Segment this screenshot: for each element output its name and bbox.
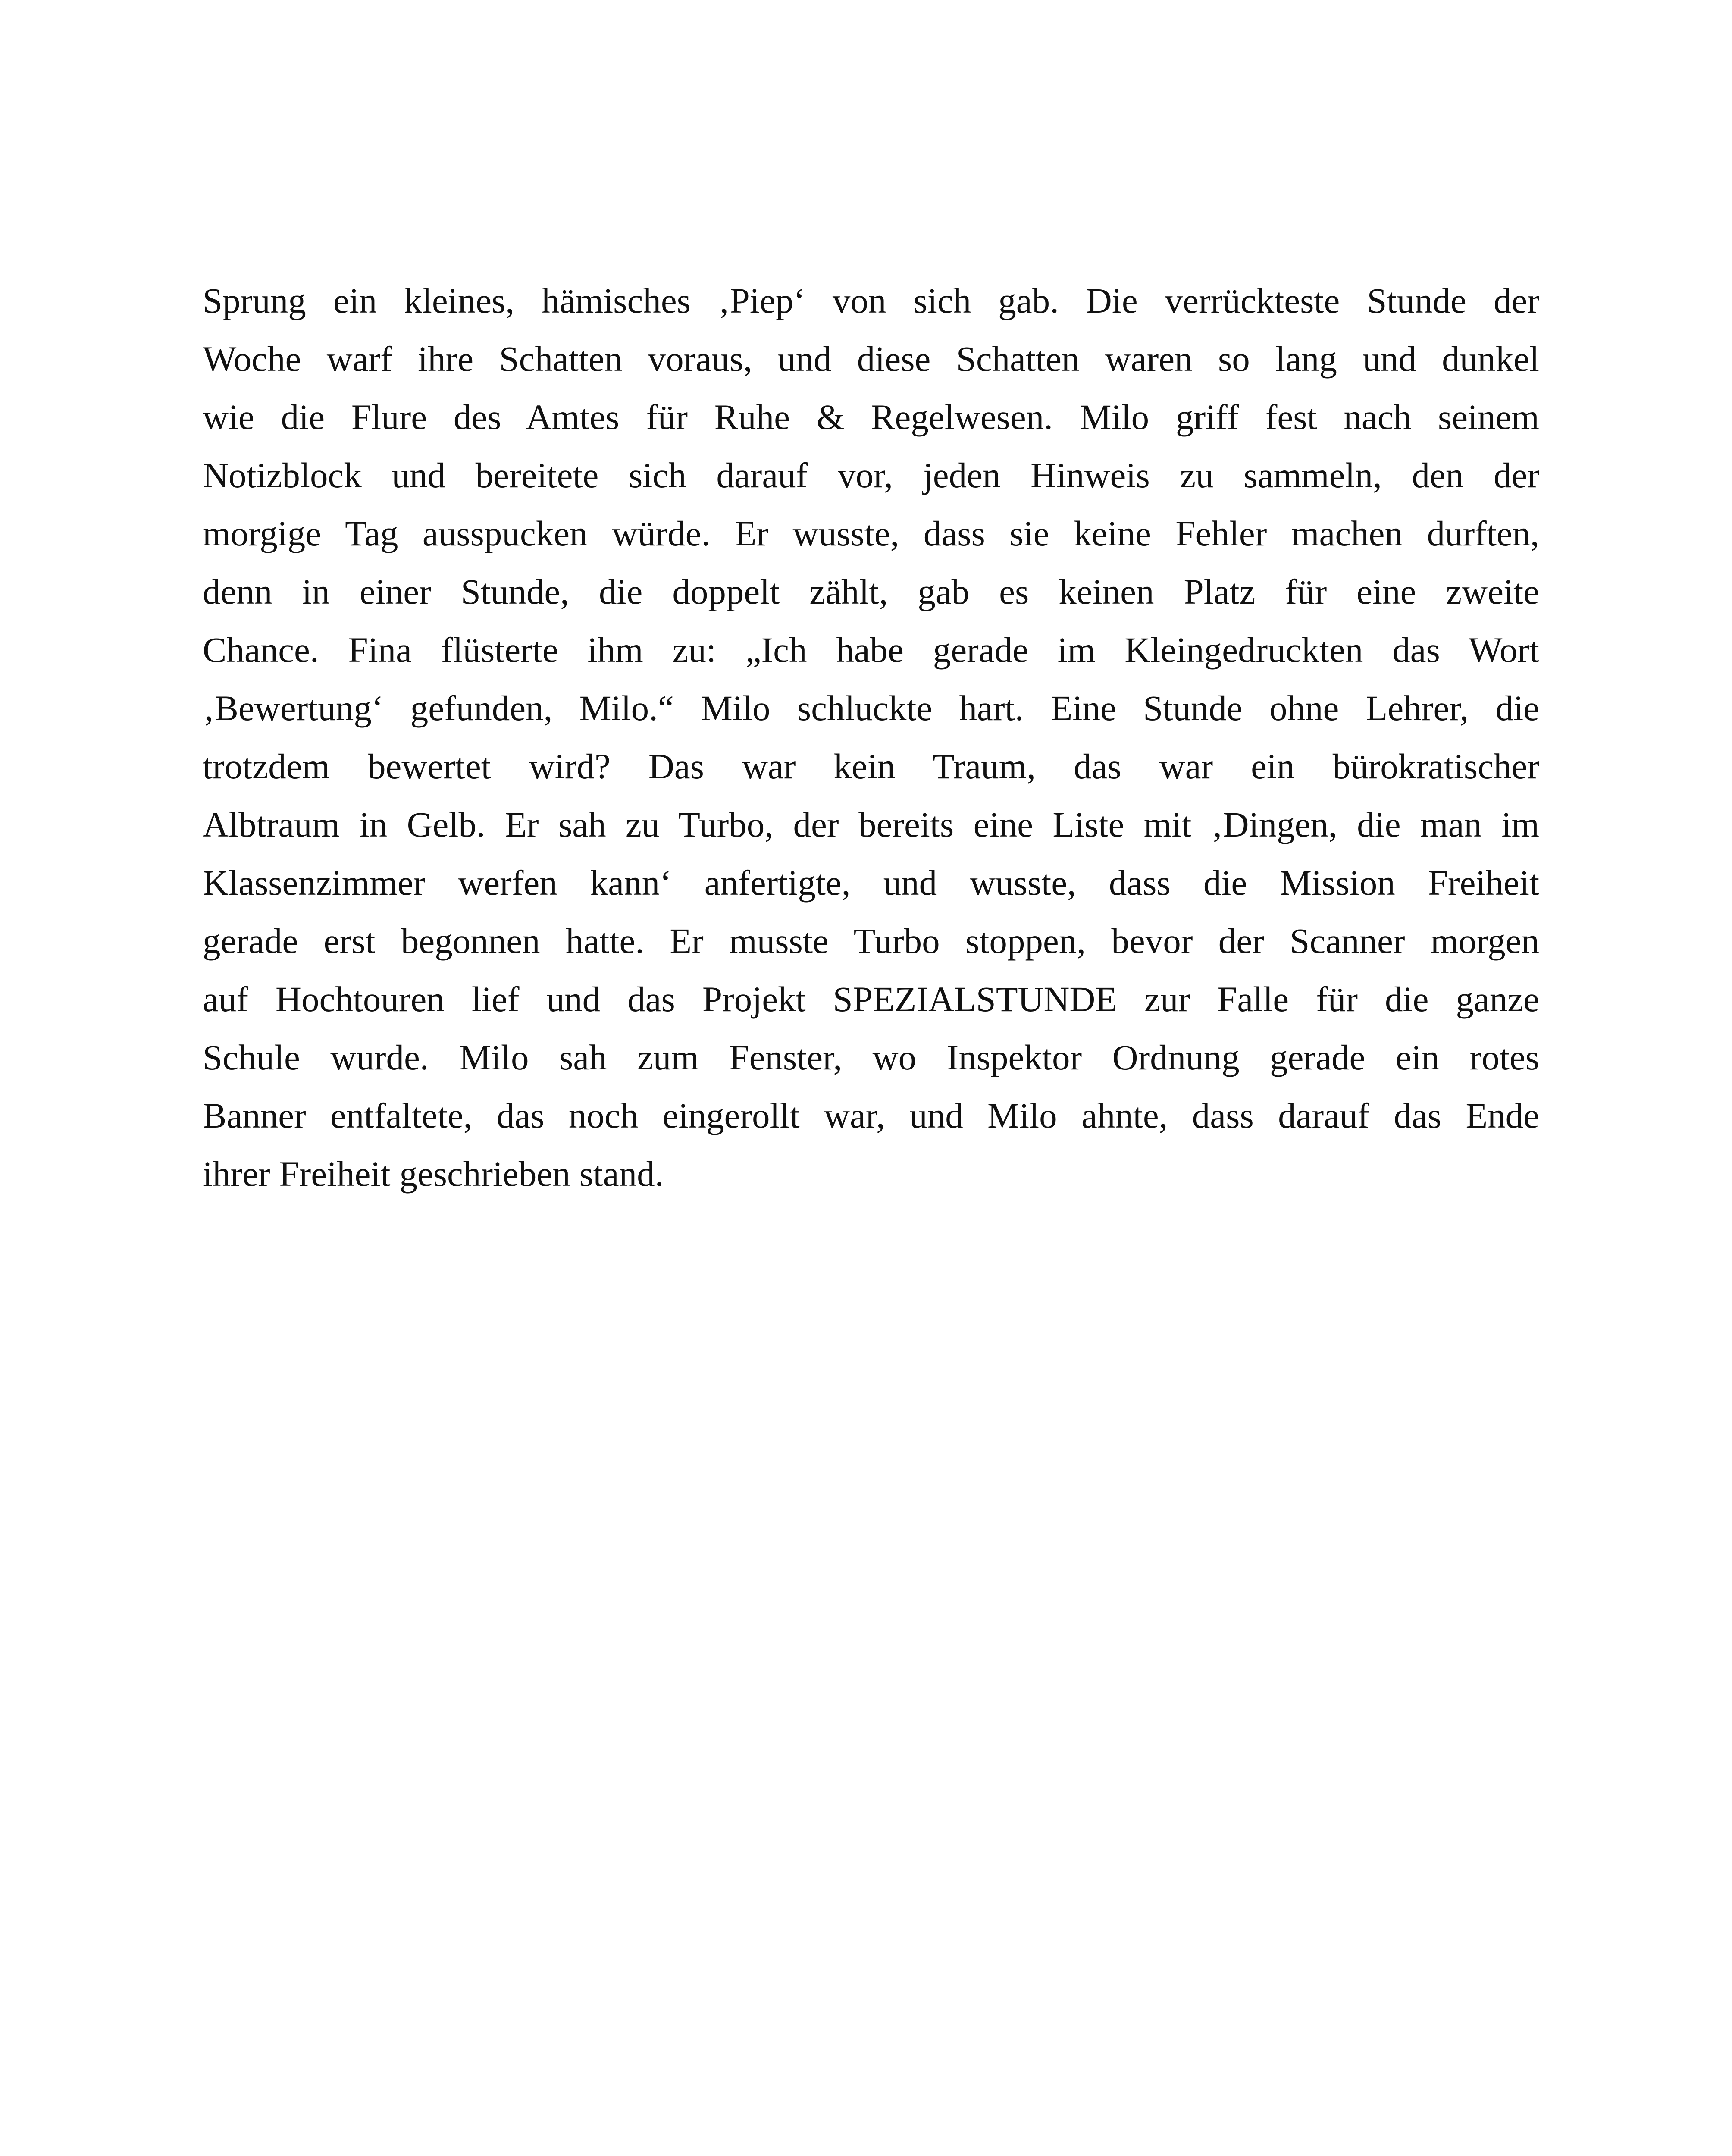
text-line: Chance. Fina flüsterte ihm zu: „Ich habe gerade im Kleingedruckten das Wort [203, 630, 1539, 670]
text-line: trotzdem bewertet wird? Das war kein Traum, das war ein bürokratischer [203, 746, 1539, 786]
text-line-last: ihrer Freiheit geschrieben stand. [203, 1154, 664, 1194]
text-line: Albtraum in Gelb. Er sah zu Turbo, der bereits eine Liste mit ‚Dingen, die man im [203, 805, 1539, 844]
text-line: auf Hochtouren lief und das Projekt SPEZIALSTUNDE zur Falle für die ganze [203, 979, 1539, 1019]
text-line: wie die Flure des Amtes für Ruhe & Regelwesen. Milo griff fest nach seinem [203, 397, 1539, 437]
text-line: Sprung ein kleines, hämisches ‚Piep‘ von sich gab. Die verrückteste Stunde der [203, 281, 1539, 320]
text-line: Notizblock und bereitete sich darauf vor, jeden Hinweis zu sammeln, den der [203, 455, 1539, 495]
text-line: Klassenzimmer werfen kann‘ anfertigte, und wusste, dass die Mission Freiheit [203, 863, 1539, 903]
text-line: gerade erst begonnen hatte. Er musste Turbo stoppen, bevor der Scanner morgen [203, 921, 1539, 961]
text-line: Banner entfaltete, das noch eingerollt war, und Milo ahnte, dass darauf das Ende [203, 1096, 1539, 1135]
text-line: Schule wurde. Milo sah zum Fenster, wo Inspektor Ordnung gerade ein rotes [203, 1037, 1539, 1077]
text-line: Woche warf ihre Schatten voraus, und diese Schatten waren so lang und dunkel [203, 339, 1539, 379]
text-line: morgige Tag ausspucken würde. Er wusste, dass sie keine Fehler machen durften, [203, 514, 1539, 553]
body-paragraph [203, 272, 1539, 1203]
text-line: denn in einer Stunde, die doppelt zählt, gab es keinen Platz für eine zweite [203, 572, 1539, 611]
text-line: ‚Bewertung‘ gefunden, Milo.“ Milo schluckte hart. Eine Stunde ohne Lehrer, die [203, 688, 1539, 728]
